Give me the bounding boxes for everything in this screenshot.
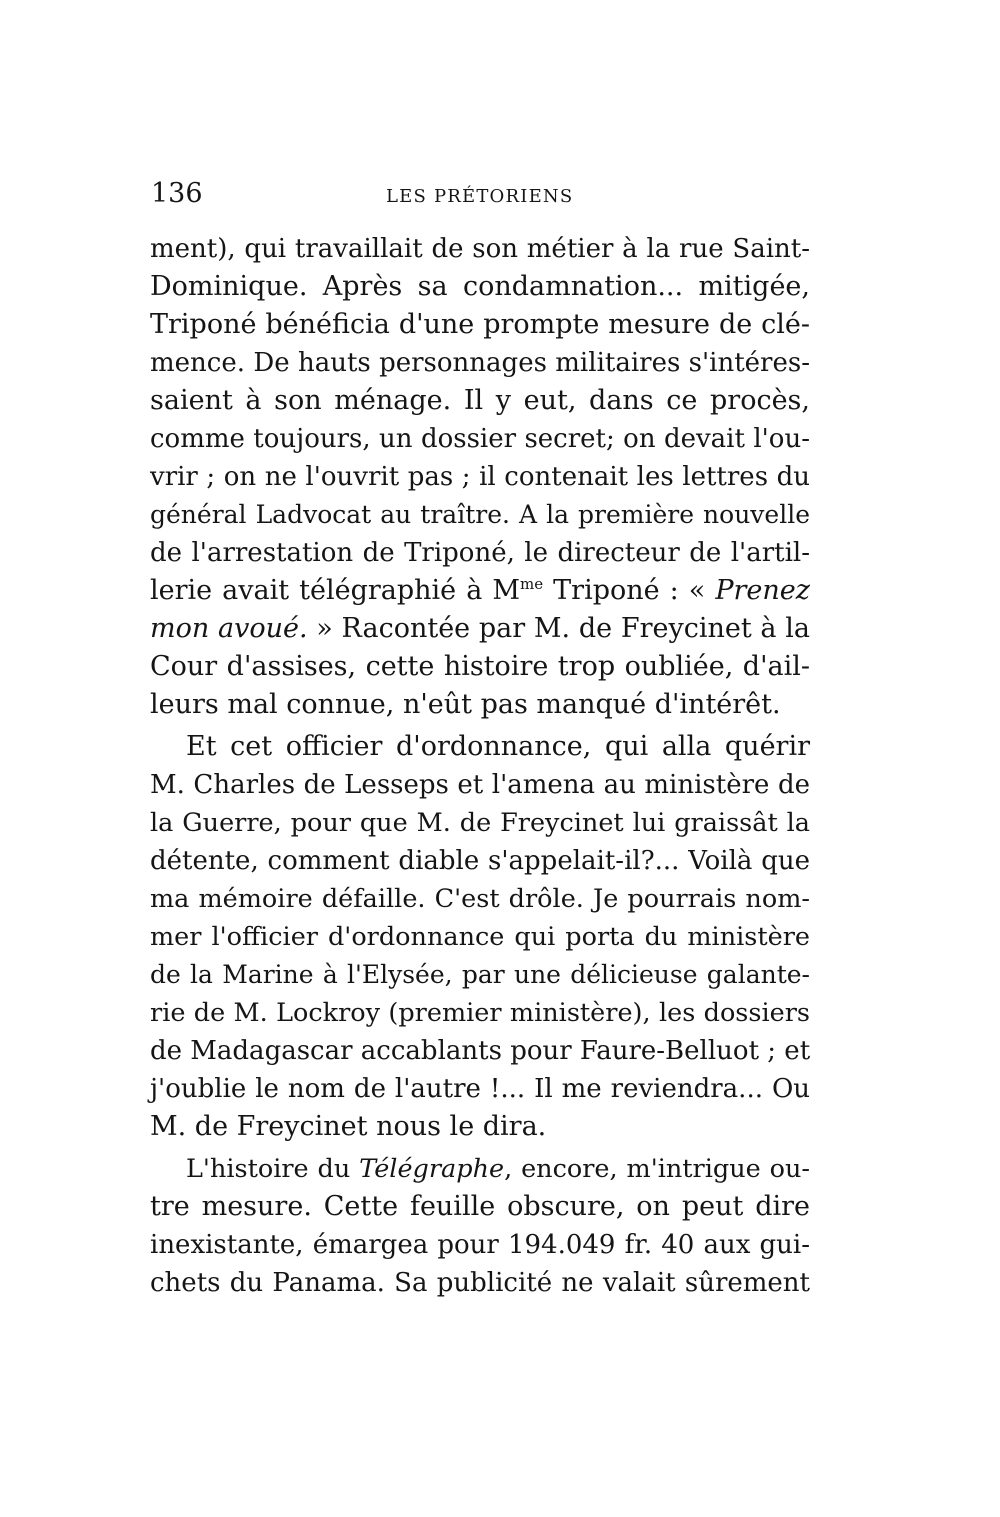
text-line: saient à son ménage. Il y eut, dans ce procès, — [150, 385, 810, 416]
text-line: mer l'officier d'ordonnance qui porta du ministère — [150, 922, 810, 952]
text-line: leurs mal connue, n'eût pas manqué d'intérêt. — [150, 689, 781, 720]
text-line: ma mémoire défaille. C'est drôle. Je pourrais nom- — [150, 884, 810, 914]
text-line: comme toujours, un dossier secret; on devait l'ou- — [150, 424, 810, 454]
text-line: inexistante, émargea pour 194.049 fr. 40 aux gui- — [150, 1230, 810, 1260]
text-line: ment), qui travaillait de son métier à la rue Saint- — [150, 234, 810, 264]
text-line: lerie avait télégraphié à $M^{me}$ Triponé : « Prenez — [150, 575, 810, 606]
text-line: Triponé bénéficia d'une prompte mesure de clé- — [150, 309, 810, 340]
text-line: de l'arrestation de Triponé, le directeur de l'artil- — [150, 538, 810, 568]
text-line: L'histoire du Télégraphe, encore, m'intrigue ou- — [186, 1154, 810, 1184]
text-line: Cour d'assises, cette histoire trop oubliée, d'ail- — [150, 651, 810, 682]
text-line: tre mesure. Cette feuille obscure, on peut dire — [150, 1191, 810, 1222]
text-line: rie de M. Lockroy (premier ministère), les dossiers — [150, 998, 810, 1028]
text-line: Et cet officier d'ordonnance, qui alla quérir — [186, 731, 810, 762]
text-line: mon avoué. » Racontée par M. de Freycinet à la — [150, 613, 810, 644]
text-line: vrir ; on ne l'ouvrit pas ; il contenait les lettres du — [150, 462, 810, 492]
text-line: la Guerre, pour que M. de Freycinet lui graissât la — [150, 808, 810, 838]
page-number: 136 — [151, 178, 203, 209]
text-line: Dominique. Après sa condamnation... mitigée, — [150, 271, 810, 302]
text-line: mence. De hauts personnages militaires s'intéres- — [150, 348, 810, 378]
running-title: LES PRÉTORIENS — [386, 186, 574, 207]
text-line: de la Marine à l'Elysée, par une délicieuse galante- — [150, 960, 810, 989]
text-line: M. Charles de Lesseps et l'amena au ministère de — [150, 770, 810, 800]
text-line: détente, comment diable s'appelait-il?... Voilà que — [150, 846, 810, 876]
text-line: chets du Panama. Sa publicité ne valait sûrement — [150, 1268, 810, 1298]
text-line: M. de Freycinet nous le dira. — [150, 1111, 547, 1142]
text-line: de Madagascar accablants pour Faure-Belluot ; et — [150, 1036, 811, 1066]
text-line: j'oublie le nom de l'autre !... Il me reviendra... Ou — [150, 1074, 810, 1104]
text-line: général Ladvocat au traître. A la première nouvelle — [150, 500, 810, 529]
